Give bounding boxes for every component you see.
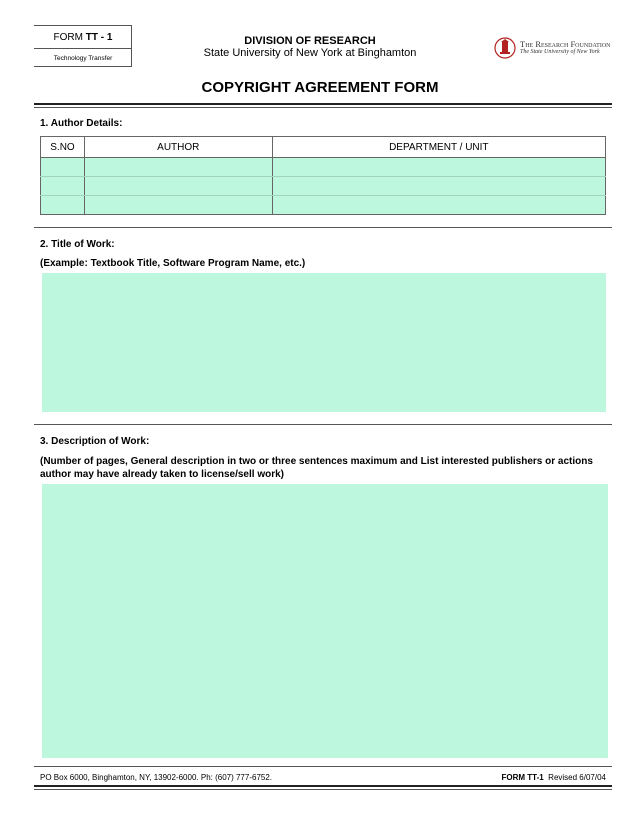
title-rule [34, 103, 612, 105]
footer-form-reference [420, 773, 606, 782]
author-details-table [40, 136, 606, 215]
column-header-sno: S.NO [41, 137, 85, 158]
form-box-bottom-rule [34, 66, 132, 67]
page-title: COPYRIGHT AGREEMENT FORM [201, 79, 439, 96]
department-field[interactable] [272, 196, 605, 215]
foundation-name: The Research Foundation [520, 39, 611, 49]
column-header-department: DEPARTMENT / UNIT [272, 137, 605, 158]
author-field[interactable] [84, 158, 272, 177]
footer-top-rule [34, 766, 612, 767]
footer-bottom-rule [34, 785, 612, 787]
research-foundation-logo-icon [494, 37, 516, 59]
form-code [34, 32, 132, 43]
section-3-note: (Number of pages, General description in two or three sentences maximum and List interested publishers or actions author may have already taken to license/sell work) [40, 456, 593, 480]
author-field[interactable] [84, 177, 272, 196]
section-2-divider [34, 424, 612, 425]
foundation-tagline: The State University of New York [520, 49, 600, 55]
section-2-label: 2. Title of Work: [40, 239, 115, 250]
sno-field[interactable] [41, 158, 85, 177]
table-row [41, 158, 606, 177]
section-2-note: (Example: Textbook Title, Software Program Name, etc.) [40, 258, 306, 269]
author-field[interactable] [84, 196, 272, 215]
section-1-label: 1. Author Details: [40, 118, 123, 129]
footer-revised-date: Revised 6/07/04 [548, 773, 606, 782]
title-of-work-field[interactable] [42, 273, 606, 412]
column-header-author: AUTHOR [84, 137, 272, 158]
sno-field[interactable] [41, 196, 85, 215]
footer-form-code: FORM TT-1 [501, 773, 544, 782]
department-label: Technology Transfer [53, 55, 113, 62]
footer-address: PO Box 6000, Binghamton, NY, 13902-6000. Ph: (607) 777-6752. [40, 773, 273, 782]
title-rule-thin [34, 107, 612, 108]
footer-bottom-rule-thin [34, 789, 612, 790]
table-row [41, 196, 606, 215]
form-box-divider [34, 48, 132, 49]
form-code-label: FORM [53, 32, 83, 43]
section-1-divider [34, 227, 612, 228]
form-code-value: TT - 1 [85, 32, 113, 43]
description-of-work-field[interactable] [42, 484, 608, 758]
section-3-label: 3. Description of Work: [40, 436, 150, 447]
sno-field[interactable] [41, 177, 85, 196]
form-id-box [34, 26, 132, 66]
division-title: DIVISION OF RESEARCH [244, 35, 376, 47]
table-header-row [41, 137, 606, 158]
division-subtitle: State University of New York at Binghamton [203, 47, 417, 59]
department-field[interactable] [272, 158, 605, 177]
table-row [41, 177, 606, 196]
department-field[interactable] [272, 177, 605, 196]
